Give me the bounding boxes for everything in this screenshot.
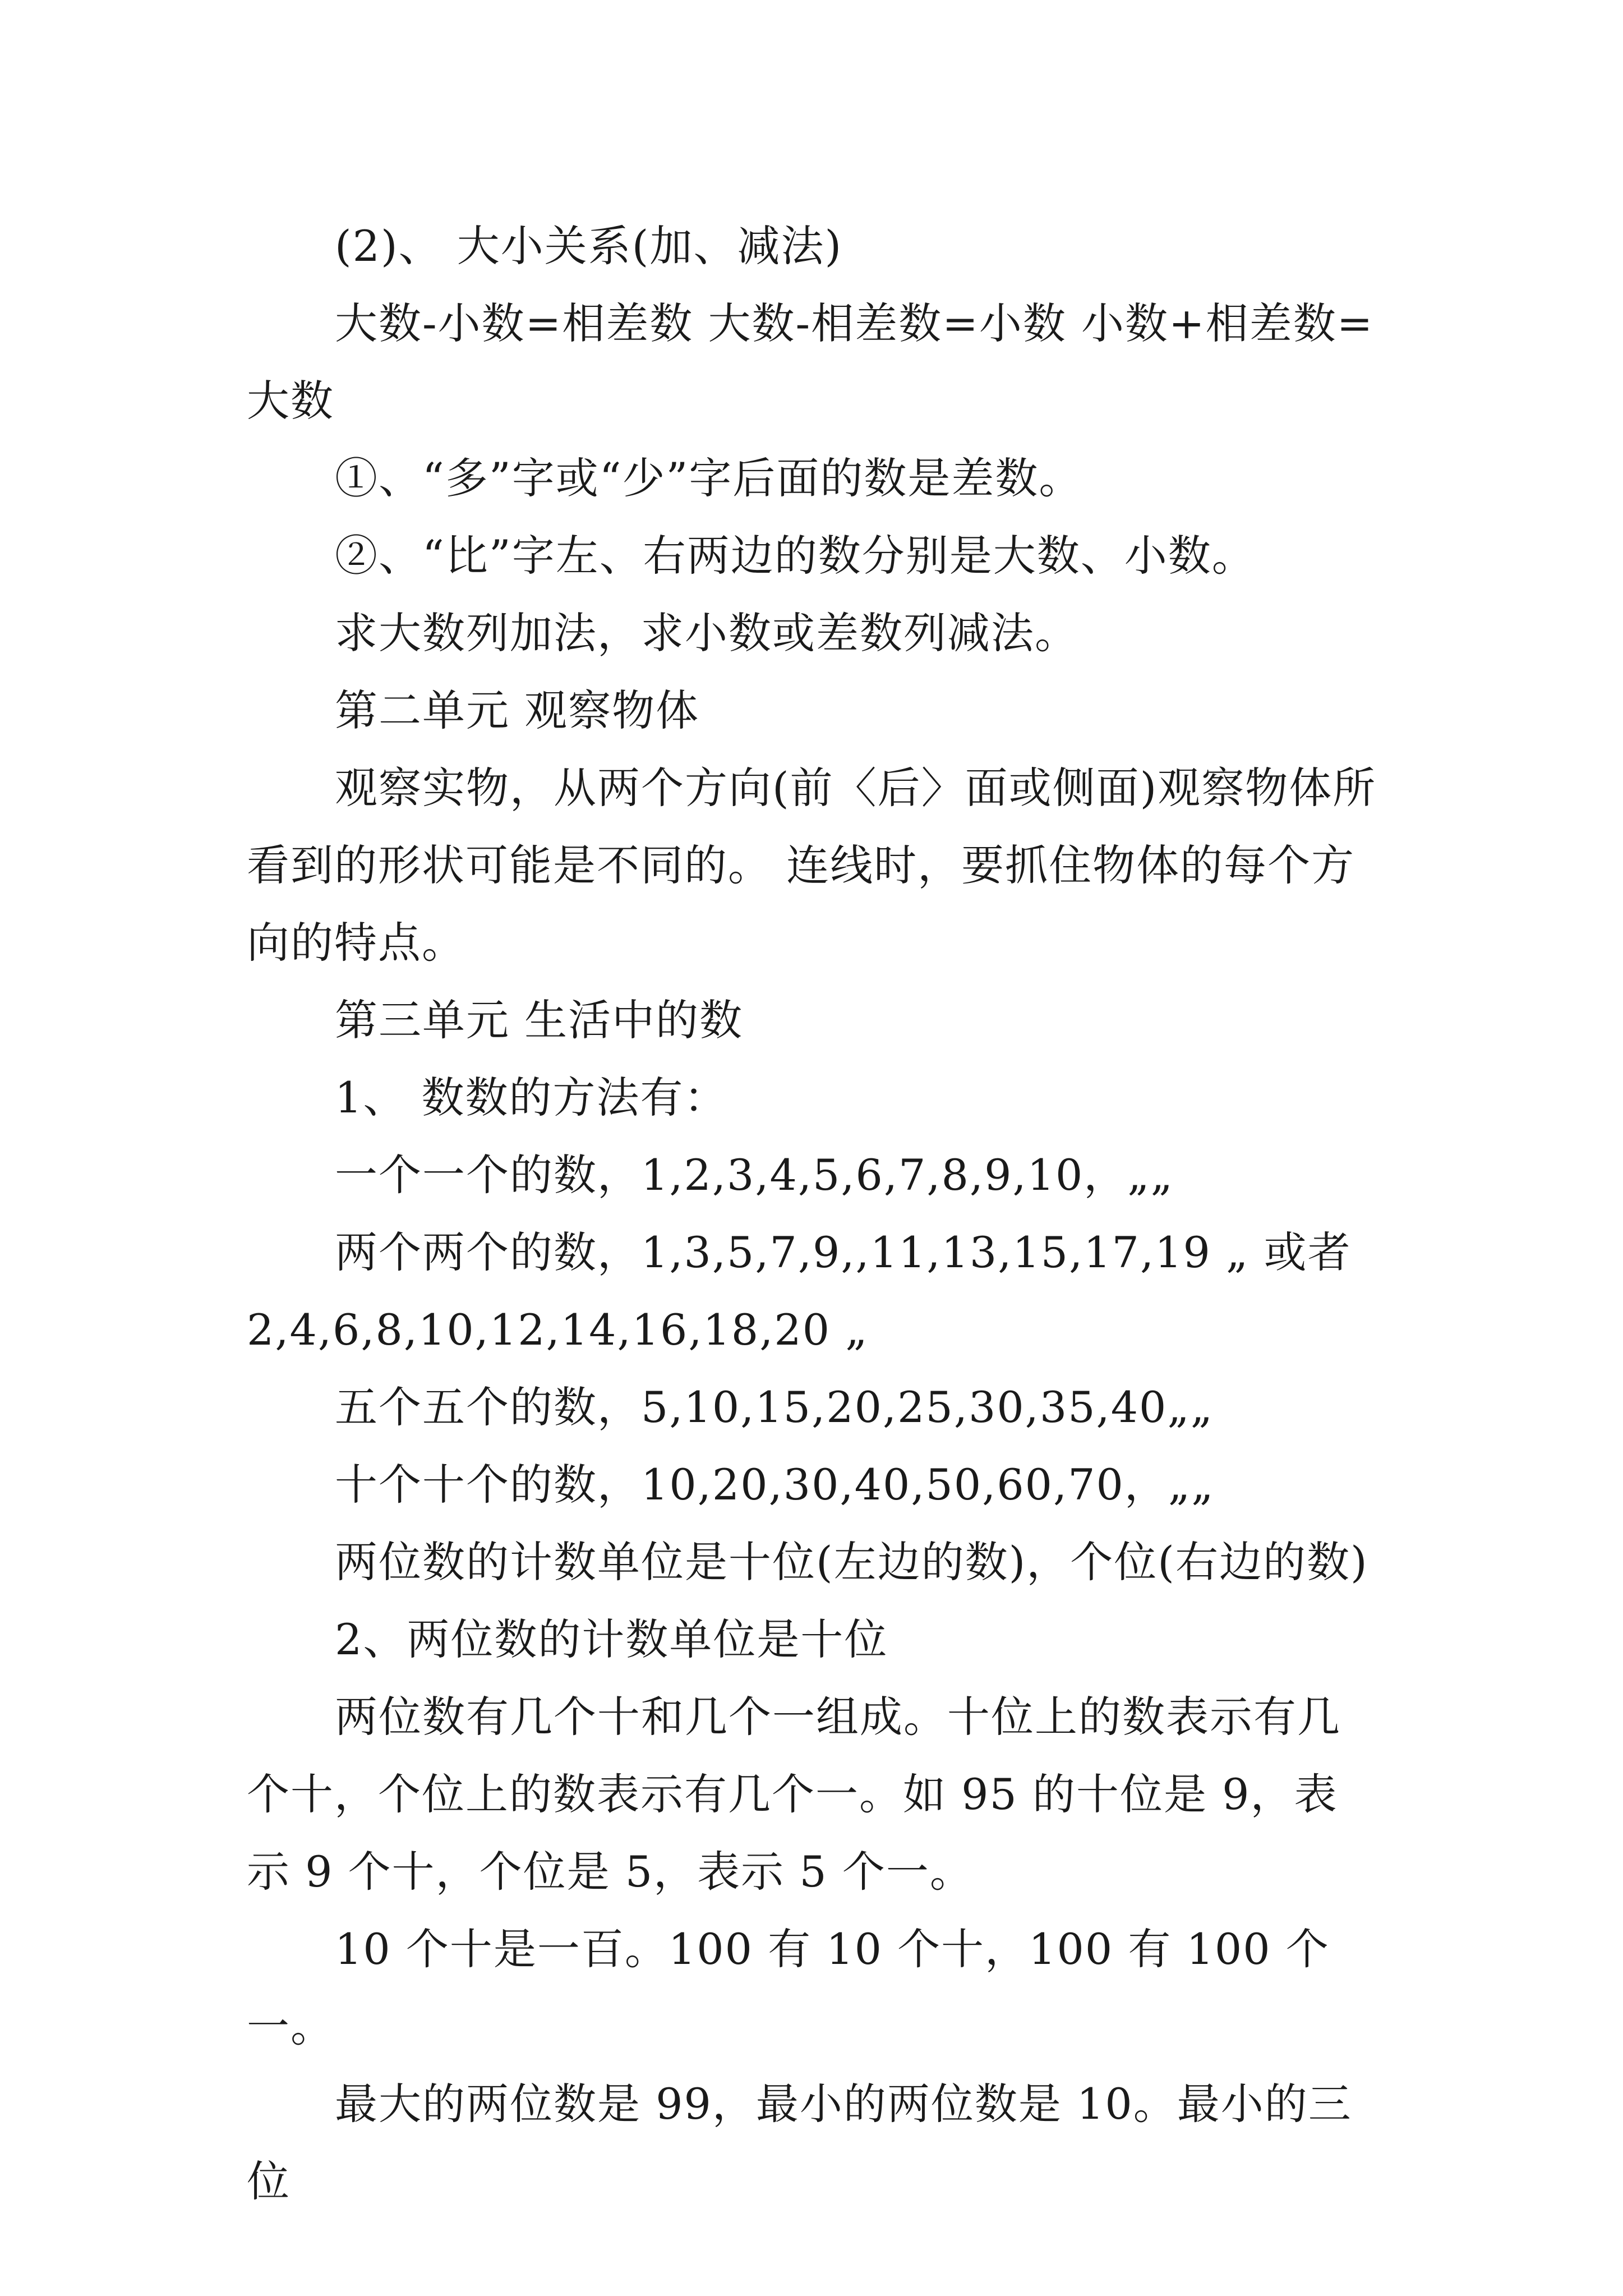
- heading-unit-2: 第二单元 观察物体: [335, 685, 700, 735]
- paragraph-size-relation-heading: (2)、 大小关系(加、减法): [335, 221, 843, 271]
- paragraph-difference-formulas: 大数-小数=相差数 大数-相差数=小数 小数+相差数=大数: [247, 298, 1374, 426]
- paragraph-counting-methods: 1、 数数的方法有：: [335, 1073, 728, 1122]
- paragraph-largest-smallest: 最大的两位数是 99，最小的两位数是 10。最小的三位: [247, 2079, 1352, 2206]
- heading-unit-3: 第三单元 生活中的数: [335, 995, 744, 1045]
- paragraph-count-by-ones: 一个一个的数，1,2,3,4,5,6,7,8,9,10，„„: [335, 1150, 1174, 1200]
- paragraph-hundred: 10 个十是一百。100 有 10 个十，100 有 100 个一。: [247, 1924, 1330, 2051]
- paragraph-two-digit-unit: 2、两位数的计数单位是十位: [335, 1614, 888, 1664]
- paragraph-count-by-twos: 两个两个的数，1,3,5,7,9,,11,13,15,17,19 „ 或者2,4,6,8,10,12,14,16,18,20 „: [247, 1227, 1352, 1355]
- paragraph-rule-more-less: ①、“多”字或“少”字后面的数是差数。: [335, 453, 1083, 503]
- paragraph-count-by-tens: 十个十个的数，10,20,30,40,50,60,70，„„: [335, 1460, 1215, 1510]
- paragraph-add-subtract-rule: 求大数列加法，求小数或差数列减法。: [335, 608, 1078, 658]
- paragraph-observe-objects: 观察实物，从两个方向(前〈后〉面或侧面)观察物体所看到的形状可能是不同的。 连线时，要抓住物体的每个方向的特点。: [247, 763, 1377, 968]
- paragraph-place-value: 两位数的计数单位是十位(左边的数)，个位(右边的数): [335, 1537, 1368, 1587]
- document-body: [247, 208, 1380, 2220]
- paragraph-count-by-fives: 五个五个的数，5,10,15,20,25,30,35,40„„: [335, 1382, 1214, 1432]
- paragraph-rule-compare: ②、“比”字左、右两边的数分别是大数、小数。: [335, 531, 1256, 581]
- paragraph-two-digit-composition: 两位数有几个十和几个一组成。十位上的数表示有几个十，个位上的数表示有几个一。如 95 的十位是 9，表示 9 个十，个位是 5，表示 5 个一。: [247, 1692, 1341, 1897]
